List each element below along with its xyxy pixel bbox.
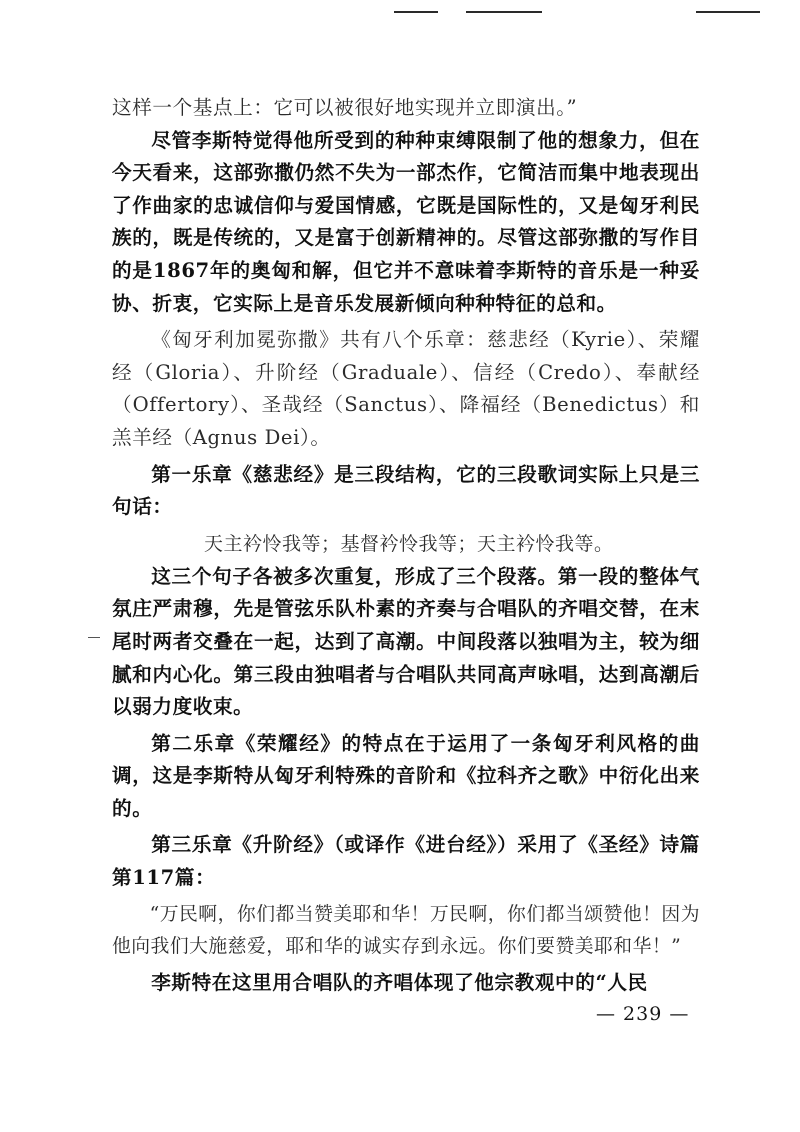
margin-mark [88,637,100,638]
top-rule-right [696,11,760,13]
paragraph-final-line: 李斯特在这里用合唱队的齐唱体现了他宗教观中的“人民 [151,971,648,995]
kyrie-lyrics: 天主衿怜我等；基督衿怜我等；天主衿怜我等。 [204,532,614,555]
paragraph-three-sections: 这三个句子各被多次重复，形成了三个段落。第一段的整体气氛庄严肃穆，先是管弦乐队朴素的齐奏与合唱队的齐唱交替，在末尾时两者交叠在一起，达到了高潮。中间段落以独唱为主，较为细腻和内心化。第三段由独唱者与合唱队共同高声咏唱，达到高潮后以弱力度收束。 [112,564,700,719]
page-number: — 239 — [596,1003,690,1025]
paragraph-movements-list: 《匈牙利加冕弥撒》共有八个乐章：慈悲经（Kyrie）、荣耀经（Gloria）、升阶经（Graduale）、信经（Credo）、奉献经（Offertory）、圣哉经（Sanctus）、降福经（Benedictus）和羔羊经（Agnus Dei）。 [112,328,700,449]
paragraph-mass-evaluation: 尽管李斯特觉得他所受到的种种束缚限制了他的想象力，但在今天看来，这部弥撒仍然不失为一部杰作，它简洁而集中地表现出了作曲家的忠诚信仰与爱国情感，它既是国际性的，又是匈牙利民族的，既是传统的，又是富于创新精神的。尽管这部弥撒的写作目的是1867年的奥匈和解，但它并不意味着李斯特的音乐是一种妥协、折衷，它实际上是音乐发展新倾向种种特征的总和。 [112,128,700,315]
paragraph-first-movement: 第一乐章《慈悲经》是三段结构，它的三段歌词实际上只是三句话： [112,462,700,519]
paragraph-continuation: 这样一个基点上：它可以被很好地实现并立即演出。” [112,96,578,119]
paragraph-second-movement: 第二乐章《荣耀经》的特点在于运用了一条匈牙利风格的曲调，这是李斯特从匈牙利特殊的音阶和《拉科齐之歌》中衍化出来的。 [112,731,700,820]
book-page-body [112,92,700,1000]
top-rule-middle [466,11,542,13]
paragraph-third-movement: 第三乐章《升阶经》（或译作《进台经》）采用了《圣经》诗篇第117篇： [112,833,700,890]
psalm-117-quote: “万民啊，你们都当赞美耶和华！万民啊，你们都当颂赞他！因为他向我们大施慈爱，耶和华的诚实存到永远。你们要赞美耶和华！” [112,903,700,958]
top-rule-left [394,11,438,13]
